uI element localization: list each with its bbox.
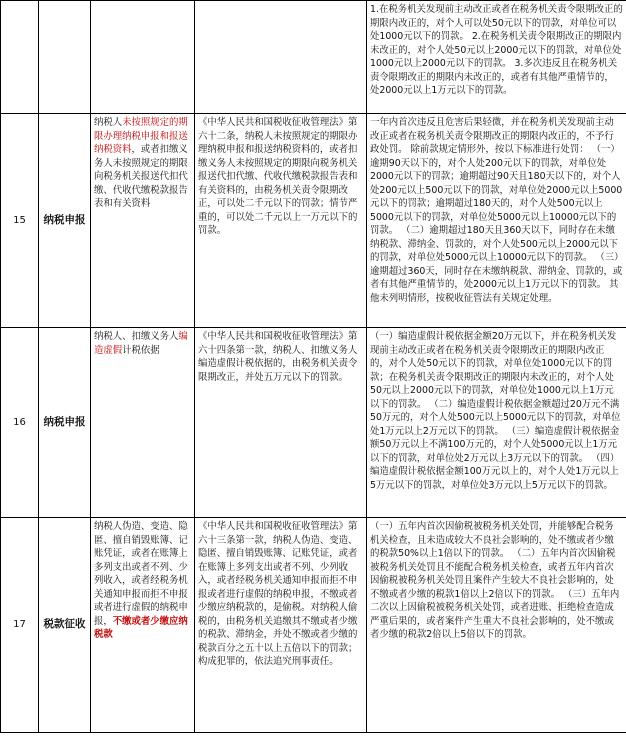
table-row xyxy=(1,328,626,518)
table-row xyxy=(1,1,626,114)
row-number: 16 xyxy=(1,328,39,518)
row-item: 纳税申报 xyxy=(39,114,91,328)
row-behavior xyxy=(91,328,195,518)
row-behavior xyxy=(91,114,195,328)
row-penalty-standard: 一年内首次违反且危害后果轻微，并在税务机关发现前主动改正或者在税务机关责令限期改正的期限内改正的，不予行政处罚。 除前款规定情形外，按以下标准进行处罚： （一）逾期90天以下的，对个人处200元以下的罚款，对单位处2000元以下的罚款；逾期超过90天且180天以下的，对个人处200元以上500元以下的罚款，对单位处2000元以上5000元以下的罚款；逾期超过180天的，对个人处500元以上5000元以下的罚款，对单位处5000元以上10000元以下的罚款。 （二）逾期超过180天且360天以下，同时存在未缴纳税款、滞纳金、罚款的，对个人处500元以上2000元以下的罚款，对单位处5000元以上10000元以下的罚款。 （三）逾期超过360天，同时存在未缴纳税款、滞纳金、罚款的，或者有其他严重情节的，处2000元以上1万元以下的罚款。 其他未列明情形，按税收征管法有关规定处理。 xyxy=(367,114,626,328)
behavior-highlight: 不缴或者少缴应纳税款 xyxy=(94,615,188,640)
behavior-text: 计税依据 xyxy=(122,344,160,356)
row-item: 税款征收 xyxy=(39,518,91,733)
row-legal-basis: 《中华人民共和国税收征收管理法》第六十三条第一款，纳税人伪造、变造、隐匿、擅自销毁账簿、记账凭证，或者在账簿上多列支出或者不列、少列收入，或者经税务机关通知申报而拒不申报或者进行虚假的纳税申报，不缴或者少缴应纳税款的，是偷税。对纳税人偷税的，由税务机关追缴其不缴或者少缴的税款、滞纳金，并处不缴或者少缴的税款百分之五十以上五倍以下的罚款；构成犯罪的，依法追究刑事责任。 xyxy=(195,518,367,733)
row-number xyxy=(1,1,39,114)
behavior-highlight: 编造虚假 xyxy=(94,331,188,356)
behavior-text: 纳税人、扣缴义务人 xyxy=(94,331,179,342)
row-penalty-standard: 1.在税务机关发现前主动改正或者在税务机关责令限期改正的期限内改正的，对个人可以处50元以下的罚款，对单位可以处1000元以下的罚款。 2.在税务机关责令限期改正的期限内未改正的，对个人处50元以上2000元以下的罚款，对单位处1000元以上2000元以下的罚款。 3.多次违反且在税务机关责令限期改正的期限内未改正的，或者有其他严重情节的，处2000元以上1万元以下的罚款。 xyxy=(367,1,626,114)
row-penalty-standard: （一）五年内首次因偷税被税务机关处罚，并能够配合税务机关检查，且未造成较大不良社会影响的，处不缴或者少缴的税款50%以上1倍以下的罚款。 （二）五年内首次因偷税被税务机关处罚且不能配合税务机关检查，或者五年内首次因偷税被税务机关处罚且案件产生较大不良社会影响的，处不缴或者少缴的税款1倍以上2倍以下的罚款。 （三）五年内二次以上因偷税被税务机关处罚，或者进账、拒绝检查造成严重后果的，或者案件产生重大不良社会影响的，处不缴或者少缴的税款2倍以上5倍以下的罚款。 xyxy=(367,518,626,733)
table-row xyxy=(1,114,626,328)
row-behavior xyxy=(91,1,195,114)
row-item: 纳税申报 xyxy=(39,328,91,518)
row-number: 17 xyxy=(1,518,39,733)
row-legal-basis: 《中华人民共和国税收征收管理法》第六十四条第一款，纳税人、扣缴义务人编造虚假计税依据的，由税务机关责令限期改正，并处五万元以下的罚款。 xyxy=(195,328,367,518)
behavior-highlight: 未按照规定的期限办理纳税申报和报送纳税资料 xyxy=(94,117,188,155)
row-behavior xyxy=(91,518,195,733)
row-penalty-standard: （一）编造虚假计税依据金额20万元以下，并在税务机关发现前主动改正或者在税务机关责令限期改正的期限内改正的，对个人处50元以下的罚款，对单位处1000元以下的罚款；在税务机关责令限期改正的期限内未改正的，对个人处50元以上2000元以下的罚款，对单位处1000元以上1万元以下的罚款。 （二）编造虚假计税依据金额超过20万元不满50万元的，对个人处500元以上5000元以下的罚款，对单位处1万元以上2万元以下的罚款。 （三）编造虚假计税依据金额50万元以上不满100万元的，对个人处5000元以上1万元以下的罚款，对单位处2万元以上3万元以下的罚款。 （四）编造虚假计税依据金额100万元以上的，对个人处1万元以上5万元以下的罚款，对单位处3万元以上5万元以下的罚款。 xyxy=(367,328,626,518)
table-row xyxy=(1,518,626,733)
row-item xyxy=(39,1,91,114)
behavior-text: 纳税人 xyxy=(94,117,123,128)
row-legal-basis xyxy=(195,1,367,114)
row-number: 15 xyxy=(1,114,39,328)
behavior-text: ，或者扣缴义务人未按照规定的期限向税务机关报送代扣代缴、代收代缴税款报告表和有关资料 xyxy=(94,144,188,209)
behavior-text: 纳税人伪造、变造、隐匿、擅自销毁账簿、记账凭证，或者在账簿上多列支出或者不列、少列收入，或者经税务机关通知申报而拒不申报或者进行虚假的纳税申报， xyxy=(94,521,188,627)
row-legal-basis: 《中华人民共和国税收征收管理法》第六十二条，纳税人未按照规定的期限办理纳税申报和报送纳税资料的，或者扣缴义务人未按照规定的期限向税务机关报送代扣代缴、代收代缴税款报告表和有关资料的，由税务机关责令限期改正，可以处二千元以下的罚款；情节严重的，可以处二千元以上一万元以下的罚款。 xyxy=(195,114,367,328)
